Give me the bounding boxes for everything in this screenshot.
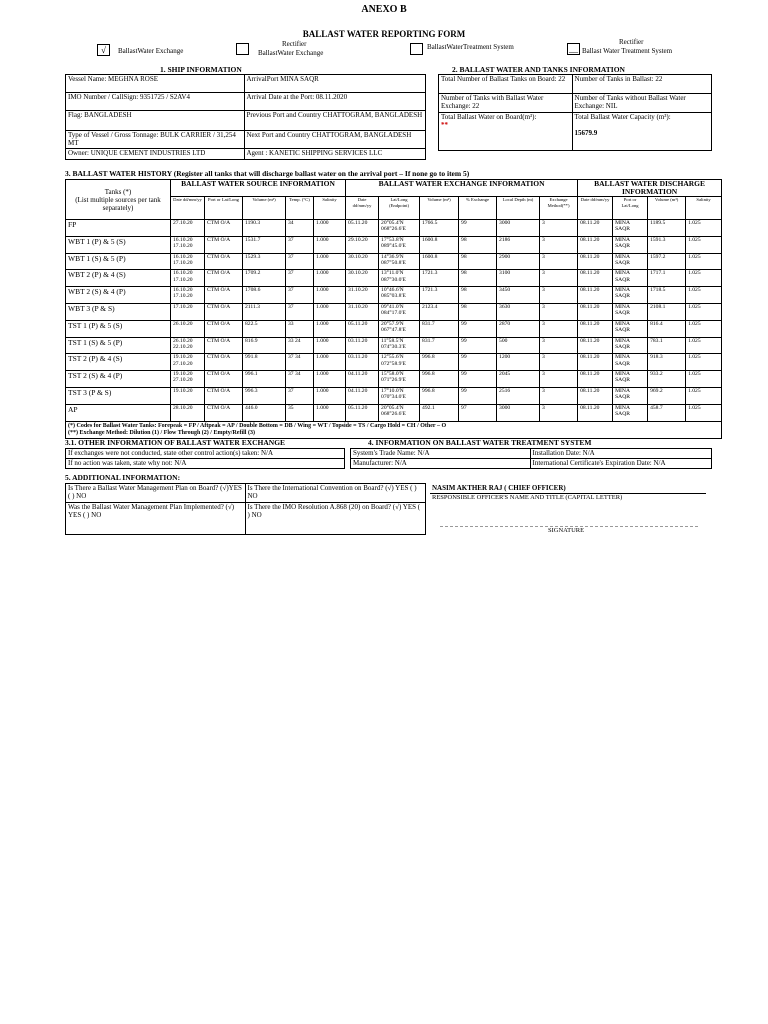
discharge-volume-cell: 816.4: [648, 320, 686, 337]
treatment-system-table: [350, 448, 712, 469]
source-port-header: Port or Lat/Long: [205, 197, 243, 220]
additional-info-table: [65, 483, 426, 535]
discharge-date-cell: 08.11.20: [578, 303, 613, 320]
source-port-cell: CTM O/A: [205, 270, 243, 287]
discharge-date-cell: 08.11.20: [578, 320, 613, 337]
exchange-depth-cell: 2186: [497, 236, 540, 253]
exchange-method-cell: 3: [540, 236, 578, 253]
rectifier-exchange-label: BallastWater Exchange: [258, 49, 324, 57]
table-row: [66, 337, 722, 354]
exchange-volume-cell: 1721.3: [420, 287, 459, 304]
exchange-date-cell: 30.10.20: [346, 253, 379, 270]
exchange-volume-header: Volume (m³): [420, 197, 459, 220]
source-port-cell: CTM O/A: [205, 287, 243, 304]
source-date-cell: 19.10.20: [171, 387, 205, 404]
exchange-latlong-cell: 20°05.4'N 068°26.6'E: [379, 220, 420, 237]
exchange-volume-cell: 831.7: [420, 337, 459, 354]
exchange-percent-cell: 98: [459, 253, 497, 270]
exchange-method-cell: 3: [540, 270, 578, 287]
imo-resolution-question: Is There the IMO Resolution A.868 (20) on Board? (√) YES ( ) NO: [245, 503, 426, 535]
exchange-percent-cell: 99: [459, 320, 497, 337]
exchange-depth-cell: 3100: [497, 270, 540, 287]
discharge-port-cell: MINA SAQR: [613, 371, 648, 388]
source-salinity-cell: 1.000: [314, 253, 346, 270]
exchange-date-cell: 31.10.20: [346, 287, 379, 304]
source-volume-cell: 1529.3: [243, 253, 286, 270]
tank-name-cell: TST 1 (S) & 5 (P): [66, 337, 171, 354]
tanks-not-exchanged: Number of Tanks without Ballast Water Exchange: NIL: [572, 94, 711, 113]
vessel-type: Type of Vessel / Gross Tonnage: BULK CARRIER / 31,254 MT: [66, 131, 245, 149]
source-port-cell: CTM O/A: [205, 320, 243, 337]
discharge-port-cell: MINA SAQR: [613, 236, 648, 253]
exchange-depth-cell: 3000: [497, 404, 540, 421]
exchange-volume-cell: 1600.8: [420, 236, 459, 253]
tanks-info-table: [438, 74, 712, 151]
exchange-date-header: Date dd/mm/yy: [346, 197, 379, 220]
officer-name: NASIM AKTHER RAJ ( CHIEF OFFICER): [432, 484, 566, 492]
discharge-date-cell: 08.11.20: [578, 387, 613, 404]
source-volume-cell: 996.1: [243, 371, 286, 388]
discharge-info-header: BALLAST WATER DISCHARGE INFORMATION: [578, 180, 722, 197]
discharge-date-cell: 08.11.20: [578, 253, 613, 270]
treatment-checkbox[interactable]: [410, 43, 423, 55]
exchange-volume-cell: 996.8: [420, 387, 459, 404]
tank-name-cell: TST 2 (P) & 4 (S): [66, 354, 171, 371]
discharge-port-cell: MINA SAQR: [613, 387, 648, 404]
manufacturer: Manufacturer: N/A: [351, 459, 531, 469]
exchange-method-cell: 3: [540, 253, 578, 270]
exchange-date-cell: 05.11.20: [346, 320, 379, 337]
ballast-history-rows: [66, 220, 722, 422]
source-date-cell: 26.10.20 22.10.20: [171, 337, 205, 354]
tank-name-cell: TST 1 (P) & 5 (S): [66, 320, 171, 337]
source-volume-cell: 1708.6: [243, 287, 286, 304]
source-date-cell: 19.10.20 27.10.20: [171, 354, 205, 371]
ship-info-table: [65, 74, 426, 160]
exchange-percent-cell: 98: [459, 287, 497, 304]
other-info-table: [65, 448, 345, 469]
arrival-date: Arrival Date at the Port: 08.11.2020: [244, 93, 426, 111]
exchange-latlong-header: Lat/Long (Endpoint): [379, 197, 420, 220]
other-control-actions: If exchanges were not conducted, state other control action(s) taken: N/A: [66, 449, 345, 459]
discharge-volume-cell: 1717.1: [648, 270, 686, 287]
rectifier-treatment-top: Rectifier: [619, 38, 644, 46]
exchange-method-cell: 3: [540, 220, 578, 237]
exchange-percent-cell: 98: [459, 270, 497, 287]
exchange-date-cell: 04.11.20: [346, 387, 379, 404]
source-volume-cell: 2111.3: [243, 303, 286, 320]
exchange-date-cell: 05.11.20: [346, 404, 379, 421]
exchange-volume-cell: 1721.3: [420, 270, 459, 287]
table-row: [66, 320, 722, 337]
exchange-depth-cell: 3630: [497, 303, 540, 320]
exchange-percent-header: % Exchange: [459, 197, 497, 220]
exchange-date-cell: 31.10.20: [346, 303, 379, 320]
discharge-port-header: Port or Lat/Long: [613, 197, 648, 220]
management-plan-question: Is There a Ballast Water Management Plan on Board? (√)YES ( ) NO: [66, 484, 246, 503]
rectifier-exchange-top: Rectifier: [282, 40, 307, 48]
tank-name-cell: WBT 1 (S) & 5 (P): [66, 253, 171, 270]
exchange-latlong-cell: 13°11.0'N 087°30.0'E: [379, 270, 420, 287]
exchange-method-note: (**) Exchange Method: Dilution (1) / Flow Through (2) / Empty/Refill (3): [68, 429, 255, 436]
discharge-volume-cell: 1591.3: [648, 236, 686, 253]
exchange-volume-cell: 1600.8: [420, 253, 459, 270]
tank-codes-note: (*) Codes for Ballast Water Tanks: Forepeak = FP / Aftpeak = AP / Double Bottom = DB / Wing = WT / Topside = TS / Cargo Hold = CH / Other – O: [68, 422, 447, 429]
total-tanks: Total Number of Ballast Tanks on Board: 22: [439, 75, 573, 94]
discharge-salinity-header: Salinity: [686, 197, 722, 220]
exchange-depth-cell: 3000: [497, 220, 540, 237]
table-row: [66, 371, 722, 388]
source-port-cell: CTM O/A: [205, 404, 243, 421]
source-port-cell: CTM O/A: [205, 303, 243, 320]
table-row: [66, 387, 722, 404]
discharge-volume-cell: 1597.2: [648, 253, 686, 270]
exchange-volume-cell: 2123.4: [420, 303, 459, 320]
total-ballast-on-board-label: Total Ballast Water on Board(m³):: [441, 113, 537, 121]
discharge-port-cell: MINA SAQR: [613, 270, 648, 287]
ballast-history-table: [65, 179, 722, 439]
tank-name-cell: WBT 2 (P) & 4 (S): [66, 270, 171, 287]
discharge-volume-cell: 2108.1: [648, 303, 686, 320]
source-salinity-cell: 1.000: [314, 287, 346, 304]
annex-label: ANEXO B: [361, 4, 407, 15]
discharge-date-cell: 08.11.20: [578, 220, 613, 237]
discharge-port-cell: MINA SAQR: [613, 404, 648, 421]
history-notes: [66, 421, 722, 438]
discharge-salinity-cell: 1.025: [686, 236, 722, 253]
tank-name-cell: WBT 1 (P) & 5 (S): [66, 236, 171, 253]
discharge-date-cell: 08.11.20: [578, 337, 613, 354]
exchange-volume-cell: 492.1: [420, 404, 459, 421]
source-port-cell: CTM O/A: [205, 387, 243, 404]
flag: Flag: BANGLADESH: [66, 111, 245, 131]
table-row: [66, 354, 722, 371]
source-salinity-cell: 1.000: [314, 220, 346, 237]
discharge-date-header: Date dd/mm/yy: [578, 197, 613, 220]
exchange-percent-cell: 99: [459, 371, 497, 388]
source-volume-cell: 991.8: [243, 354, 286, 371]
source-salinity-cell: 1.000: [314, 337, 346, 354]
discharge-salinity-cell: 1.025: [686, 287, 722, 304]
table-row: [66, 220, 722, 237]
source-temp-cell: 37: [286, 387, 314, 404]
table-row: [66, 404, 722, 421]
exchange-latlong-cell: 11°58.5'N 074°30.3'E: [379, 337, 420, 354]
source-temp-cell: 37: [286, 303, 314, 320]
discharge-volume-header: Volume (m³): [648, 197, 686, 220]
exchange-latlong-cell: 20°05.4'N 068°26.6'E: [379, 404, 420, 421]
source-salinity-cell: 1.000: [314, 303, 346, 320]
rectifier-treatment-checkbox[interactable]: __: [569, 44, 578, 54]
other-info-title: 3.1. OTHER INFORMATION OF BALLAST WATER EXCHANGE: [65, 438, 286, 447]
discharge-salinity-cell: 1.025: [686, 337, 722, 354]
source-salinity-cell: 1.000: [314, 354, 346, 371]
officer-caption: RESPONSIBLE OFFICER'S NAME AND TITLE (CAPITAL LETTER): [432, 494, 623, 501]
installation-date: Installation Date: N/A: [530, 449, 712, 459]
exchange-latlong-cell: 15°58.0'N 071°26.9'E: [379, 371, 420, 388]
exchange-depth-cell: 2870: [497, 320, 540, 337]
table-row: [66, 236, 722, 253]
discharge-volume-cell: 458.7: [648, 404, 686, 421]
discharge-volume-cell: 918.3: [648, 354, 686, 371]
discharge-volume-cell: 969.2: [648, 387, 686, 404]
exchange-latlong-cell: 10°46.6'N 085°03.8'E: [379, 287, 420, 304]
plan-implemented-question: Was the Ballast Water Management Plan Implemented? (√) YES ( ) NO: [66, 503, 246, 535]
tank-name-cell: TST 2 (S) & 4 (P): [66, 371, 171, 388]
previous-port: Previous Port and Country CHATTOGRAM, BANGLADESH: [244, 111, 426, 131]
source-temp-cell: 35: [286, 404, 314, 421]
tanks-column-header: Tanks (*) (List multiple sources per tank separately): [66, 180, 171, 220]
discharge-date-cell: 08.11.20: [578, 371, 613, 388]
exchange-latlong-cell: 14°36.9'N 087°50.8'E: [379, 253, 420, 270]
source-port-cell: CTM O/A: [205, 220, 243, 237]
discharge-port-cell: MINA SAQR: [613, 253, 648, 270]
discharge-volume-cell: 1189.5: [648, 220, 686, 237]
exchange-latlong-cell: 12°55.6'N 072°58.9'E: [379, 354, 420, 371]
tank-name-cell: TST 3 (P & S): [66, 387, 171, 404]
discharge-date-cell: 08.11.20: [578, 270, 613, 287]
source-salinity-cell: 1.000: [314, 236, 346, 253]
exchange-method-cell: 3: [540, 404, 578, 421]
source-salinity-cell: 1.000: [314, 270, 346, 287]
table-row: [66, 270, 722, 287]
total-ballast-on-board-value: **: [441, 121, 448, 129]
table-row: [66, 253, 722, 270]
exchange-latlong-cell: 09°41.0'N 084°17.0'E: [379, 303, 420, 320]
discharge-port-cell: MINA SAQR: [613, 337, 648, 354]
exchange-latlong-cell: 17°10.0'N 070°34.0'E: [379, 387, 420, 404]
source-date-cell: 17.10.20: [171, 303, 205, 320]
exchange-percent-cell: 99: [459, 387, 497, 404]
arrival-port: ArrivalPort MINA SAQR: [244, 75, 426, 93]
tanks-info-title: 2. BALLAST WATER AND TANKS INFORMATION: [452, 65, 625, 74]
owner: Owner: UNIQUE CEMENT INDUSTRIES LTD: [66, 149, 245, 160]
table-row: [66, 287, 722, 304]
source-temp-cell: 37: [286, 236, 314, 253]
ballast-history-title: 3. BALLAST WATER HISTORY (Register all tanks that will discharge ballast water on the arrival port – If none go to item 5): [65, 169, 470, 178]
source-date-cell: 19.10.20 27.10.20: [171, 371, 205, 388]
convention-question: Is There the International Convention on Board? (√) YES ( ) NO: [245, 484, 426, 503]
discharge-date-cell: 08.11.20: [578, 287, 613, 304]
discharge-salinity-cell: 1.025: [686, 303, 722, 320]
source-port-cell: CTM O/A: [205, 236, 243, 253]
discharge-port-cell: MINA SAQR: [613, 220, 648, 237]
exchange-method-header: Exchange Method(**): [540, 197, 578, 220]
source-volume-cell: 446.0: [243, 404, 286, 421]
discharge-port-cell: MINA SAQR: [613, 320, 648, 337]
exchange-method-cell: 3: [540, 337, 578, 354]
discharge-port-cell: MINA SAQR: [613, 354, 648, 371]
exchange-option-label: BallastWater Exchange: [118, 47, 184, 55]
source-temp-cell: 37: [286, 270, 314, 287]
discharge-salinity-cell: 1.025: [686, 404, 722, 421]
form-title: BALLAST WATER REPORTING FORM: [302, 29, 466, 39]
exchange-method-cell: 3: [540, 354, 578, 371]
source-salinity-cell: 1.000: [314, 320, 346, 337]
discharge-salinity-cell: 1.025: [686, 270, 722, 287]
exchange-percent-cell: 97: [459, 404, 497, 421]
discharge-salinity-cell: 1.025: [686, 320, 722, 337]
source-port-cell: CTM O/A: [205, 371, 243, 388]
table-row: [66, 303, 722, 320]
source-temp-cell: 37: [286, 253, 314, 270]
exchange-depth-header: Local Depth (m): [497, 197, 540, 220]
source-port-cell: CTM O/A: [205, 354, 243, 371]
exchange-latlong-cell: 20°57.9'N 067°47.8'E: [379, 320, 420, 337]
ballast-capacity: [572, 113, 711, 151]
discharge-salinity-cell: 1.025: [686, 387, 722, 404]
source-volume-cell: 816.9: [243, 337, 286, 354]
total-ballast-on-board: [439, 113, 573, 151]
discharge-volume-cell: 933.2: [648, 371, 686, 388]
tank-name-cell: FP: [66, 220, 171, 237]
source-temp-cell: 37 34: [286, 354, 314, 371]
no-action-reason: If no action was taken, state why not: N/A: [66, 459, 345, 469]
source-volume-header: Volume (m³): [243, 197, 286, 220]
discharge-salinity-cell: 1.025: [686, 354, 722, 371]
discharge-salinity-cell: 1.025: [686, 220, 722, 237]
exchange-volume-cell: 1766.5: [420, 220, 459, 237]
discharge-volume-cell: 783.1: [648, 337, 686, 354]
source-volume-cell: 1190.3: [243, 220, 286, 237]
exchange-volume-cell: 996.8: [420, 371, 459, 388]
tank-name-cell: WBT 2 (S) & 4 (P): [66, 287, 171, 304]
exchange-method-cell: 3: [540, 320, 578, 337]
exchange-method-cell: 3: [540, 371, 578, 388]
source-date-cell: 28.10.20: [171, 404, 205, 421]
exchange-percent-cell: 99: [459, 354, 497, 371]
source-salinity-header: Salinity: [314, 197, 346, 220]
certificate-expiration: International Certificate's Expiration Date: N/A: [530, 459, 712, 469]
source-temp-cell: 34: [286, 220, 314, 237]
source-temp-cell: 37: [286, 287, 314, 304]
exchange-info-header: BALLAST WATER EXCHANGE INFORMATION: [346, 180, 578, 197]
source-date-cell: 26.10.20: [171, 320, 205, 337]
exchange-depth-cell: 1200: [497, 354, 540, 371]
discharge-date-cell: 08.11.20: [578, 354, 613, 371]
discharge-port-cell: MINA SAQR: [613, 303, 648, 320]
exchange-date-cell: 29.10.20: [346, 236, 379, 253]
exchange-percent-cell: 99: [459, 337, 497, 354]
discharge-date-cell: 08.11.20: [578, 404, 613, 421]
source-temp-cell: 37 34: [286, 371, 314, 388]
tank-name-cell: WBT 3 (P & S): [66, 303, 171, 320]
source-date-header: Date dd/mm/yy: [171, 197, 205, 220]
next-port: Next Port and Country CHATTOGRAM, BANGLADESH: [244, 131, 426, 149]
exchange-percent-cell: 98: [459, 303, 497, 320]
exchange-depth-cell: 2900: [497, 253, 540, 270]
ballast-capacity-value: 15679.9: [574, 129, 598, 137]
exchange-method-cell: 3: [540, 387, 578, 404]
source-volume-cell: 822.5: [243, 320, 286, 337]
exchange-depth-cell: 2045: [497, 371, 540, 388]
source-date-cell: 16.10.20 17.10.20: [171, 236, 205, 253]
source-info-header: BALLAST WATER SOURCE INFORMATION: [171, 180, 346, 197]
source-salinity-cell: 1.000: [314, 387, 346, 404]
ship-info-title: 1. SHIP INFORMATION: [160, 65, 242, 74]
source-temp-cell: 33 24: [286, 337, 314, 354]
exchange-date-cell: 03.11.20: [346, 354, 379, 371]
exchange-depth-cell: 500: [497, 337, 540, 354]
source-volume-cell: 1531.7: [243, 236, 286, 253]
discharge-date-cell: 08.11.20: [578, 236, 613, 253]
exchange-depth-cell: 2516: [497, 387, 540, 404]
source-salinity-cell: 1.000: [314, 371, 346, 388]
imo-number: IMO Number / CallSign: 9351725 / S2AV4: [66, 93, 245, 111]
exchange-date-cell: 03.11.20: [346, 337, 379, 354]
exchange-method-cell: 3: [540, 303, 578, 320]
tanks-in-ballast: Number of Tanks in Ballast: 22: [572, 75, 711, 94]
discharge-salinity-cell: 1.025: [686, 253, 722, 270]
discharge-volume-cell: 1718.5: [648, 287, 686, 304]
source-date-cell: 27.10.20: [171, 220, 205, 237]
source-temp-cell: 33: [286, 320, 314, 337]
source-date-cell: 16.10.20 17.10.20: [171, 287, 205, 304]
vessel-name: Vessel Name: MEGHNA ROSE: [66, 75, 245, 93]
exchange-percent-cell: 99: [459, 220, 497, 237]
signature-label: SIGNATURE: [548, 527, 585, 534]
agent: Agent : KANETIC SHIPPING SERVICES LLC: [244, 149, 426, 160]
source-date-cell: 16.10.20 17.10.20: [171, 253, 205, 270]
discharge-port-cell: MINA SAQR: [613, 287, 648, 304]
exchange-date-cell: 05.11.20: [346, 220, 379, 237]
exchange-date-cell: 30.10.20: [346, 270, 379, 287]
exchange-latlong-cell: 17°53.8'N 089°45.0'E: [379, 236, 420, 253]
rectifier-exchange-checkbox[interactable]: [236, 43, 249, 55]
source-date-cell: 16.10.20 17.10.20: [171, 270, 205, 287]
source-volume-cell: 1709.2: [243, 270, 286, 287]
treatment-system-title: 4. INFORMATION ON BALLAST WATER TREATMENT SYSTEM: [368, 438, 592, 447]
source-port-cell: CTM O/A: [205, 253, 243, 270]
system-trade-name: System's Trade Name: N/A: [351, 449, 531, 459]
exchange-date-cell: 04.11.20: [346, 371, 379, 388]
treatment-option-label: BallastWaterTreatment System: [427, 43, 514, 51]
discharge-salinity-cell: 1.025: [686, 371, 722, 388]
rectifier-treatment-label: Ballast Water Treatment System: [582, 47, 673, 55]
source-port-cell: CTM O/A: [205, 337, 243, 354]
exchange-depth-cell: 3450: [497, 287, 540, 304]
exchange-volume-cell: 996.8: [420, 354, 459, 371]
exchange-volume-cell: 831.7: [420, 320, 459, 337]
additional-info-title: 5. ADDITIONAL INFORMATION:: [65, 473, 181, 482]
source-temp-header: Temp. (°C): [286, 197, 314, 220]
tank-name-cell: AP: [66, 404, 171, 421]
ballast-capacity-label: Total Ballast Water Capacity (m³):: [574, 113, 671, 121]
exchange-percent-cell: 98: [459, 236, 497, 253]
source-salinity-cell: 1.000: [314, 404, 346, 421]
exchange-method-cell: 3: [540, 287, 578, 304]
source-volume-cell: 996.3: [243, 387, 286, 404]
exchange-checkbox[interactable]: √: [97, 44, 110, 56]
tanks-exchanged: Number of Tanks with Ballast Water Exchange: 22: [439, 94, 573, 113]
